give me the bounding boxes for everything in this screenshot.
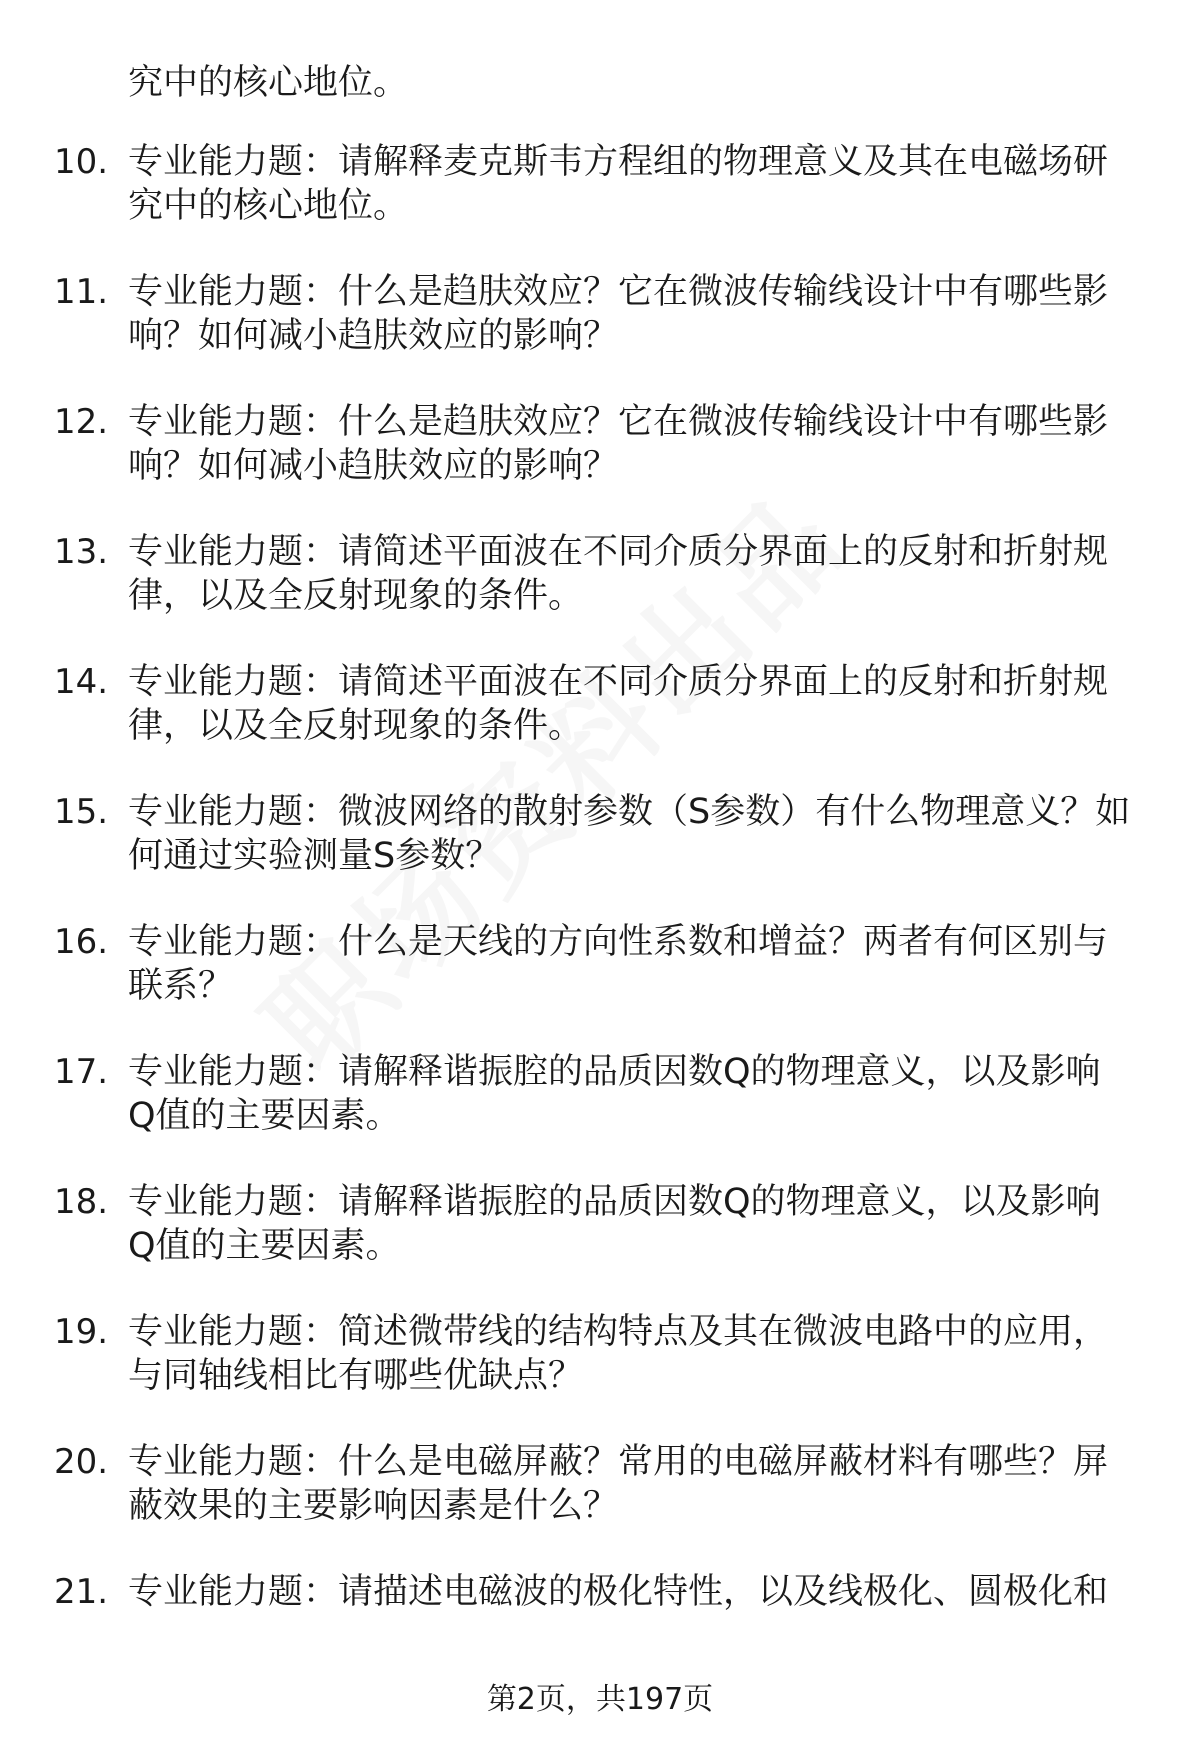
question-text-line-2: Q值的主要因素。 <box>128 1096 401 1136</box>
question-item <box>0 1180 1200 1266</box>
question-number: 19. <box>54 1312 109 1352</box>
question-number: 11. <box>54 272 109 312</box>
question-text-line-1: 专业能力题：什么是趋肤效应？它在微波传输线设计中有哪些影 <box>128 272 1109 312</box>
question-number: 13. <box>54 532 109 572</box>
question-text-line-1: 专业能力题：微波网络的散射参数（S参数）有什么物理意义？如 <box>128 792 1131 832</box>
question-text-line-1: 专业能力题：请解释谐振腔的品质因数Q的物理意义，以及影响 <box>128 1052 1101 1092</box>
question-item <box>0 270 1200 356</box>
question-item <box>0 660 1200 746</box>
question-text-line-1: 专业能力题：简述微带线的结构特点及其在微波电路中的应用， <box>128 1312 1109 1352</box>
question-number: 10. <box>54 142 109 182</box>
question-number: 20. <box>54 1442 109 1482</box>
question-text-line-2: 响？如何减小趋肤效应的影响？ <box>128 446 619 486</box>
question-text-line-1: 专业能力题：请简述平面波在不同介质分界面上的反射和折射规 <box>128 532 1109 572</box>
question-text-line-1: 专业能力题：请简述平面波在不同介质分界面上的反射和折射规 <box>128 662 1109 702</box>
question-text-line-2: 何通过实验测量S参数？ <box>128 836 501 876</box>
question-text-line-2: 律，以及全反射现象的条件。 <box>128 706 584 746</box>
question-list <box>0 140 1200 1700</box>
question-item <box>0 400 1200 486</box>
page-footer: 第2页，共197页 <box>486 1682 714 1717</box>
question-item <box>0 140 1200 226</box>
question-item <box>0 1310 1200 1396</box>
question-item <box>0 790 1200 876</box>
question-number: 17. <box>54 1052 109 1092</box>
question-number: 16. <box>54 922 109 962</box>
question-text-line-2: 律，以及全反射现象的条件。 <box>128 576 584 616</box>
question-text-line-2: 究中的核心地位。 <box>128 186 409 226</box>
question-item <box>0 1050 1200 1136</box>
question-text-line-2: 响？如何减小趋肤效应的影响？ <box>128 316 619 356</box>
question-text-line-1: 专业能力题：请解释谐振腔的品质因数Q的物理意义，以及影响 <box>128 1182 1101 1222</box>
question-text-line-1: 专业能力题：请描述电磁波的极化特性，以及线极化、圆极化和 <box>128 1572 1109 1612</box>
question-text-line-1: 专业能力题：什么是天线的方向性系数和增益？两者有何区别与 <box>128 922 1109 962</box>
question-number: 12. <box>54 402 109 442</box>
question-item <box>0 1440 1200 1526</box>
question-number: 21. <box>54 1572 109 1612</box>
question-item <box>0 1570 1200 1656</box>
question-text-line-1: 专业能力题：什么是趋肤效应？它在微波传输线设计中有哪些影 <box>128 402 1109 442</box>
question-text-line-1: 专业能力题：什么是电磁屏蔽？常用的电磁屏蔽材料有哪些？屏 <box>128 1442 1109 1482</box>
question-text-line-2: 与同轴线相比有哪些优缺点？ <box>128 1356 584 1396</box>
question-text-line-2: Q值的主要因素。 <box>128 1226 401 1266</box>
continuation-text: 究中的核心地位。 <box>128 63 409 103</box>
question-text-line-1: 专业能力题：请解释麦克斯韦方程组的物理意义及其在电磁场研 <box>128 142 1109 182</box>
question-item <box>0 920 1200 1006</box>
question-text-line-2: 联系？ <box>128 966 234 1006</box>
question-number: 14. <box>54 662 109 702</box>
question-number: 15. <box>54 792 109 832</box>
question-text-line-2: 蔽效果的主要影响因素是什么？ <box>128 1486 619 1526</box>
question-number: 18. <box>54 1182 109 1222</box>
question-item <box>0 530 1200 616</box>
